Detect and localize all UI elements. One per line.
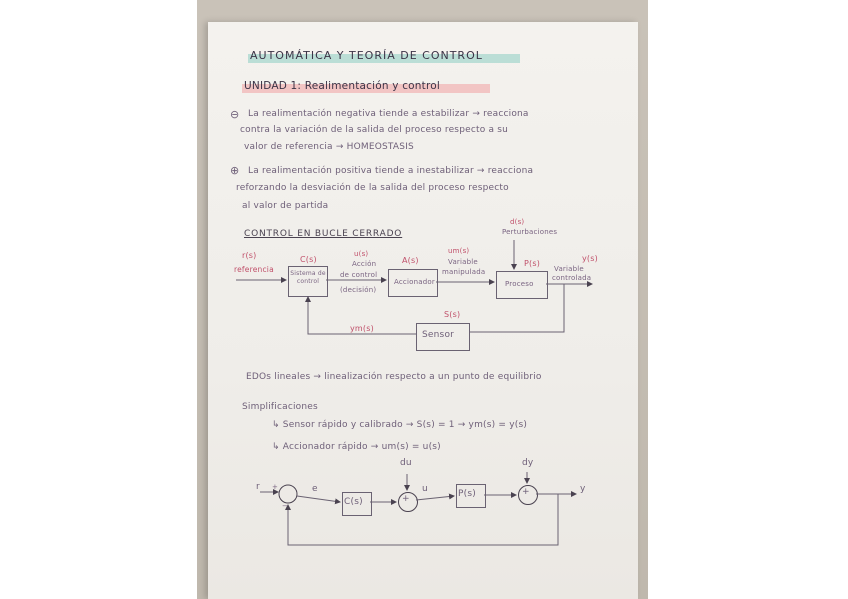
edo-line: EDOs lineales → linealización respecto a un punto de equilibrio — [246, 372, 542, 382]
unit-title: UNIDAD 1: Realimentación y control — [244, 80, 440, 92]
para-negative-line3: valor de referencia → HOMEOSTASIS — [244, 142, 414, 152]
manipulated-label2: manipulada — [442, 268, 486, 276]
loop-minus-label: − — [282, 502, 289, 510]
notebook-page — [208, 22, 638, 599]
measured-symbol: ym(s) — [350, 324, 374, 333]
loop-du-label: du — [400, 458, 412, 468]
plus-symbol: ⊕ — [230, 164, 240, 177]
loop-sum-u-plus: + — [402, 494, 410, 504]
disturbance-symbol: d(s) — [510, 218, 525, 226]
background-left — [0, 0, 205, 599]
controller-symbol: C(s) — [300, 255, 317, 264]
action-symbol: u(s) — [354, 250, 369, 258]
diagram-lines — [208, 22, 638, 599]
para-positive-line2: reforzando la desviación de la salida del proceso respecto — [236, 183, 509, 193]
output-label2: controlada — [552, 274, 592, 282]
action-label3: (decisión) — [340, 286, 377, 294]
output-label1: Variable — [554, 265, 584, 273]
loop-process-label: P(s) — [458, 489, 476, 499]
disturbance-label: Perturbaciones — [502, 228, 558, 236]
simplification-actuator: ↳ Accionador rápido → um(s) = u(s) — [272, 442, 441, 452]
process-label: Proceso — [505, 280, 534, 288]
actuator-label: Accionador — [394, 278, 435, 286]
controller-label: Sistema de control — [290, 270, 326, 285]
manipulated-label1: Variable — [448, 258, 478, 266]
manipulated-symbol: um(s) — [448, 247, 470, 255]
loop-sum-y-plus: + — [522, 487, 530, 497]
reference-symbol: r(s) — [242, 251, 257, 260]
action-label2: de control — [340, 271, 378, 279]
para-negative-line1: La realimentación negativa tiende a estabilizar → reacciona — [248, 109, 529, 119]
para-positive-line1: La realimentación positiva tiende a inestabilizar → reacciona — [248, 166, 534, 176]
process-symbol: P(s) — [524, 259, 541, 268]
reference-label: referencia — [234, 265, 274, 274]
para-negative-line2: contra la variación de la salida del proceso respecto a su — [240, 125, 509, 135]
loop-plus-label: + — [272, 483, 279, 491]
loop-y-label: y — [580, 484, 586, 494]
minus-symbol: ⊖ — [230, 108, 240, 121]
output-symbol: y(s) — [582, 254, 598, 263]
para-positive-line3: al valor de partida — [242, 201, 329, 211]
background-right — [640, 0, 848, 599]
loop-controller-label: C(s) — [344, 497, 363, 507]
actuator-symbol: A(s) — [402, 256, 419, 265]
loop-r-label: r — [256, 482, 260, 492]
loop-u-label: u — [422, 484, 428, 494]
loop-dy-label: dy — [522, 458, 534, 468]
sensor-label: Sensor — [422, 330, 455, 340]
simplification-sensor: ↳ Sensor rápido y calibrado → S(s) = 1 → ym(s) = y(s) — [272, 420, 528, 430]
sensor-symbol: S(s) — [444, 310, 461, 319]
loop-e-label: e — [312, 484, 318, 494]
action-label1: Acción — [352, 260, 377, 268]
simplifications-heading: Simplificaciones — [242, 402, 318, 412]
closed-loop-heading: CONTROL EN BUCLE CERRADO — [244, 229, 403, 239]
page-title: AUTOMÁTICA Y TEORÍA DE CONTROL — [250, 49, 483, 62]
